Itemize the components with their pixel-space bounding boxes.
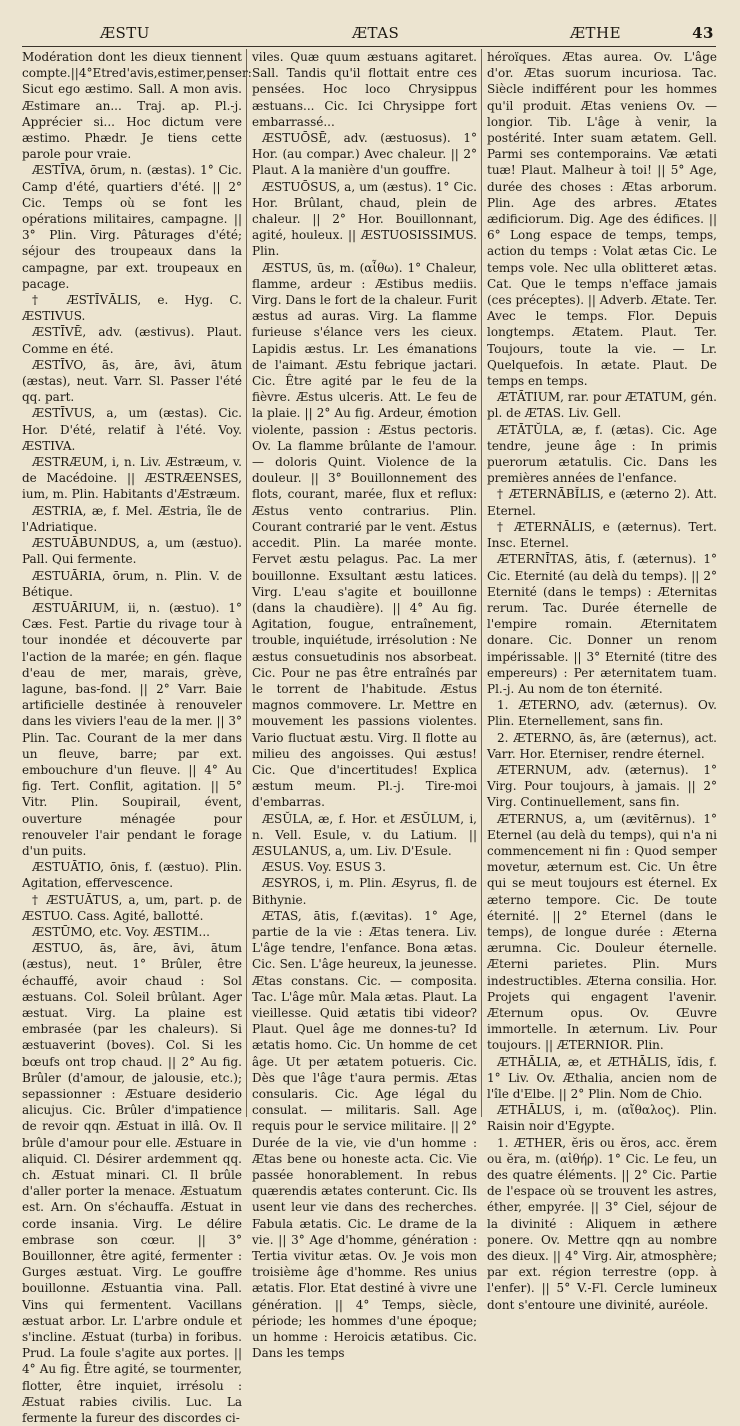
column-divider xyxy=(481,49,482,1117)
dictionary-entry: † ÆSTUĀTUS, a, um, part. p. de ÆSTUO. Cass. Agité, ballotté. xyxy=(22,892,242,923)
dictionary-entry: † ÆSTĪVĀLIS, e. Hyg. C. ÆSTIVUS. xyxy=(22,293,242,324)
dictionary-entry: † ÆTERNĀLIS, e (æternus). Tert. Insc. Eternel. xyxy=(487,519,717,551)
dictionary-entry: ÆTERNUM, adv. (æternus). 1° Virg. Pour toujours, à jamais. || 2° Virg. Continuellement, sans fin. xyxy=(487,762,717,810)
header-rule xyxy=(22,46,716,47)
dictionary-entry: héroïques. Ætas aurea. Ov. L'âge d'or. Ætas suorum incuriosa. Tac. Siècle indifférent pour les hommes qu'il produit. Ætas veniens Ov. — longior. Tib. L'âge à venir, la postérité. Inter suam ætatem. Gell. Parmi ses contemporains. Væ ætati tuæ! Plaut. Malheur à toi! || 5° Age, durée des choses : Ætas arborum. Plin. Age des arbres. Ætates ædificiorum. Dig. Age des édifices. || 6° Long espace de temps, temps, action du temps : Volat ætas Cic. Le temps vole. Nec ulla oblitteret ætas. Cat. Que le temps n'efface jamais (ces préceptes). || Adverb. Ætate. Ter. Avec le temps. Flor. Depuis longtemps. Ætatem. Plaut. Ter. Toujours, toute la vie. — Lr. Quelquefois. In ætate. Plaut. De temps en temps. xyxy=(487,50,718,389)
dictionary-entry: ÆTAS, ātis, f.(ævitas). 1° Age, partie de la vie : Ætas tenera. Liv. L'âge tendre, l'enfance. Bona ætas. Cic. Sen. L'âge heureux, la jeunesse. Ætas constans. Cic. — composita. Tac. L'âge mûr. Mala ætas. Plaut. La vieillesse. Quid ætatis tibi videor? Plaut. Quel âge me donnes-tu? Id ætatis homo. Cic. Un homme de cet âge. Ut per ætatem potueris. Cic. Dès que l'âge t'aura permis. Ætas consularis. Cic. Age légal du consulat. — militaris. Sall. Age requis pour le service militaire. || 2° Durée de la vie, vie d'un homme : Ætas bene ou honeste acta. Cic. Vie passée honorablement. In rebus quærendis ætates conterunt. Cic. Ils usent leur vie dans des recherches. Fabula ætatis. Cic. Le drame de la vie. || 3° Age d'homme, génération : Tertia vivitur ætas. Ov. Je vois mon troisième âge d'homme. Res unius ætatis. Flor. Etat destiné à vivre une génération. || 4° Temps, siècle, période; les hommes d'une époque; un homme : Heroicis ætatibus. Cic. Dans les temps xyxy=(252,908,477,1361)
dictionary-entry: ÆSTRIA, æ, f. Mel. Æstria, île de l'Adriatique. xyxy=(22,503,242,534)
dictionary-entry: ÆSTUĀTIO, ōnis, f. (æstuo). Plin. Agitation, effervescence. xyxy=(22,860,242,891)
dictionary-entry: ÆSTUŌSĒ, adv. (æstuosus). 1° Hor. (au compar.) Avec chaleur. || 2° Plaut. A la manière d'un gouffre. xyxy=(252,131,477,178)
dictionary-entry: ÆTĀTŬLA, æ, f. (ætas). Cic. Age tendre, jeune âge : In primis puerorum ætatulis. Cic. Dans les premières années de l'enfance. xyxy=(487,422,717,486)
running-header xyxy=(22,24,714,46)
column-1 xyxy=(22,49,252,1426)
dictionary-entry: ÆSYROS, i, m. Plin. Æsyrus, fl. de Bithynie. xyxy=(252,876,477,907)
dictionary-entry: ÆSTUĀRIA, ōrum, n. Plin. V. de Bétique. xyxy=(22,568,242,599)
header-left-word: ÆSTU xyxy=(100,24,150,42)
dictionary-entry: † ÆTERNĀBĬLIS, e (æterno 2). Att. Eternel. xyxy=(487,487,717,518)
dictionary-entry: ÆTHĀLUS, i, m. (αἴθαλος). Plin. Raisin noir d'Egypte. xyxy=(487,1103,717,1134)
dictionary-entry: ÆSTUĀBUNDUS, a, um (æstuo). Pall. Qui fermente. xyxy=(22,536,242,567)
dictionary-entry: ÆSTĪVĒ, adv. (æstivus). Plaut. Comme en été. xyxy=(22,325,242,356)
dictionary-entry: ÆSTŪMO, etc. Voy. ÆSTIM... xyxy=(32,924,210,939)
header-center-word: ÆTAS xyxy=(352,24,400,42)
header-right-word: ÆTHE xyxy=(570,24,622,42)
dictionary-entry: viles. Quæ quum æstuans agitaret. Sall. Tandis qu'il flottait entre ces pensées. Hoc loco Chrysippus æstuans... Cic. Ici Chrysippe fort embarrassé... xyxy=(252,50,477,129)
dictionary-entry: ÆSTĪVUS, a, um (æstas). Cic. Hor. D'été, relatif à l'été. Voy. ÆSTIVA. xyxy=(22,406,242,453)
dictionary-entry: ÆSTUŌSUS, a, um (æstus). 1° Cic. Hor. Brûlant, chaud, plein de chaleur. || 2° Hor. Bouillonnant, agité, houleux. || ÆSTUOSISSIMUS. Plin. xyxy=(252,179,477,259)
dictionary-entry: ÆSUS. Voy. ESUS 3. xyxy=(262,860,386,875)
dictionary-entry: ÆSŬLA, æ, f. Hor. et ÆSŬLUM, i, n. Vell. Esule, v. du Latium. || ÆSULANUS, a, um. Liv. D'Esule. xyxy=(252,811,477,858)
dictionary-entry: ÆTĀTIUM, rar. pour ÆTATUM, gén. pl. de ÆTAS. Liv. Gell. xyxy=(487,390,717,421)
dictionary-entry: 1. ÆTERNO, adv. (æternus). Ov. Plin. Eternellement, sans fin. xyxy=(487,698,717,729)
dictionary-entry: ÆSTUS, ūs, m. (αἶθω). 1° Chaleur, flamme, ardeur : Æstibus mediis. Virg. Dans le fort de la chaleur. Furit æstus ad auras. Virg. La flamme furieuse s'élance vers les cieux. Lapidis æstus. Lr. Les émanations de l'aimant. Æstu febrique jactari. Cic. Être agité par le feu de la fièvre. Æstus ulceris. Att. Le feu de la plaie. || 2° Au fig. Ardeur, émotion violente, passion : Æstus pectoris. Ov. La flamme brûlante de l'amour. — doloris Quint. Violence de la douleur. || 3° Bouillonnement des flots, courant, marée, flux et reflux: Æstus vento contrarius. Plin. Courant contrarié par le vent. Æstus accedit. Plin. La marée monte. Fervet æstu pelagus. Pac. La mer bouillonne. Exsultant æstu latices. Virg. L'eau s'agite et bouillonne (dans la chaudière). || 4° Au fig. Agitation, fougue, entraînement, trouble, inquiétude, irrésolution : Ne æstus consuetudinis nos absorbeat. Cic. Pour ne pas être entraînés par le torrent de l'habitude. Æstus magnos commovere. Lr. Mettre en mouvement les passions violentes. Vario fluctuat æstu. Virg. Il flotte au milieu des angoisses. Qui æstus! Cic. Que d'incertitudes! Explica æstum meum. Pl.-j. Tire-moi d'embarras. xyxy=(252,260,477,810)
column-3 xyxy=(487,49,718,1312)
dictionary-entry: ÆSTUĀRIUM, ii, n. (æstuo). 1° Cæs. Fest. Partie du rivage tour à tour inondée et découverte par l'action de la marée; en gén. flaque d'eau de mer, marais, grève, lagune, bas-fond. || 2° Varr. Baie artificielle destinée à renouveler dans les viviers l'eau de la mer. || 3° Plin. Tac. Courant de la mer dans un fleuve, barre; par ext. embouchure d'un fleuve. || 4° Au fig. Tert. Conflit, agitation. || 5° Vitr. Plin. Soupirail, évent, ouverture ménagée pour renouveler l'air pendant le forage d'un puits. xyxy=(22,600,242,858)
column-divider xyxy=(246,49,247,1117)
dictionary-entry: ÆSTUO, ās, āre, āvi, ātum (æstus), neut. 1° Brûler, être échauffé, avoir chaud : Sol æstuans. Col. Soleil brûlant. Ager æstuat. Virg. La plaine est embrasée (par les chaleurs). Si æstuaverint (boves). Col. Si les bœufs ont trop chaud. || 2° Au fig. Brûler (d'amour, de jalousie, etc.); sepassionner : Æstuare desiderio alicujus. Cic. Brûler d'impatience de revoir qqn. Æstuat in illâ. Ov. Il brûle d'amour pour elle. Æstuare in aliquid. Cl. Désirer ardemment qq. ch. Æstuat minari. Cl. Il brûle d'aller porter la menace. Æstuatum est. Arn. On s'échauffa. Æstuat in corde insania. Virg. Le délire embrase son cœur. || 3° Bouillonner, être agité, fermenter : Gurges æstuat. Virg. Le gouffre bouillonne. Æstuantia vina. Pall. Vins qui fermentent. Vacillans æstuat arbor. Lr. L'arbre ondule et s'incline. Æstuat (turba) in foribus. Prud. La foule s'agite aux portes. || 4° Au fig. Être agité, se tourmenter, flotter, être inquiet, irrésolu : Æstuat rabies civilis. Luc. La fermente la fureur des discordes ci- xyxy=(22,941,242,1426)
dictionary-entry: 1. ÆTHER, ĕris ou ĕros, acc. ĕrem ou ĕra, m. (αἰθήρ). 1° Cic. Le feu, un des quatre éléments. || 2° Cic. Partie de l'espace où se trouvent les astres, éther, empyrée. || 3° Ciel, séjour de la divinité : Aliquem in æthere ponere. Ov. Mettre qqn au nombre des dieux. || 4° Virg. Air, atmosphère; par ext. région terrestre (opp. à l'enfer). || 5° V.-Fl. Cercle lumineux dont s'entoure une divinité, auréole. xyxy=(487,1135,717,1312)
dictionary-entry: Modération dont les dieux tiennent compte.||4°Etred'avis,estimer,penser: Sicut ego æstimo. Sall. A mon avis. Æstimare an... Traj. ap. Pl.-j. Apprécier si... Hoc dictum vere æstimo. Phædr. Je tiens cette parole pour vraie. xyxy=(22,50,252,162)
dictionary-entry: ÆTHĀLIA, æ, et ÆTHĀLIS, ĭdis, f. 1° Liv. Ov. Æthalia, ancien nom de l'île d'Elbe. || 2° Plin. Nom de Chio. xyxy=(487,1054,717,1101)
dictionary-entry: ÆTERNUS, a, um (ævitērnus). 1° Eternel (au delà du temps), qui n'a ni commencement ni fin : Quod semper movetur, æternum est. Cic. Un être qui se meut toujours est éternel. Ex æterno tempore. Cic. De toute éternité. || 2° Eternel (dans le temps), de longue durée : Æterna ærumna. Cic. Douleur éternelle. Æterni parietes. Plin. Murs indestructibles. Æterna consilia. Hor. Projets qui engagent l'avenir. Æternum opus. Ov. Œuvre immortelle. In æternum. Liv. Pour toujours. || ÆTERNIOR. Plin. xyxy=(487,811,717,1053)
column-2 xyxy=(252,49,477,1361)
dictionary-entry: ÆSTĪVO, ās, āre, āvi, ātum (æstas), neut. Varr. Sl. Passer l'été qq. part. xyxy=(22,357,242,405)
page-number: 43 xyxy=(692,24,714,42)
dictionary-entry: ÆSTRÆUM, i, n. Liv. Æstræum, v. de Macédoine. || ÆSTRÆENSES, ium, m. Plin. Habitants d'Æstræum. xyxy=(22,455,242,502)
dictionary-entry: ÆTERNĪTAS, ātis, f. (æternus). 1° Cic. Eternité (au delà du temps). || 2° Eternité (dans le temps) : Æternitas rerum. Tac. Durée éternelle de l'empire romain. Æternitatem donare. Cic. Donner un renom impérissable. || 3° Eternité (titre des empereurs) : Per æternitatem tuam. Pl.-j. Au nom de ton éternité. xyxy=(487,552,717,696)
dictionary-entry: ÆSTĪVA, ōrum, n. (æstas). 1° Cic. Camp d'été, quartiers d'été. || 2° Cic. Temps où se font les opérations militaires, campagne. || 3° Plin. Virg. Pâturages d'été; séjour des troupeaux dans la campagne, par ext. troupeaux en pacage. xyxy=(22,163,242,291)
dictionary-entry: 2. ÆTERNO, ās, āre (æternus), act. Varr. Hor. Eterniser, rendre éternel. xyxy=(487,730,717,761)
